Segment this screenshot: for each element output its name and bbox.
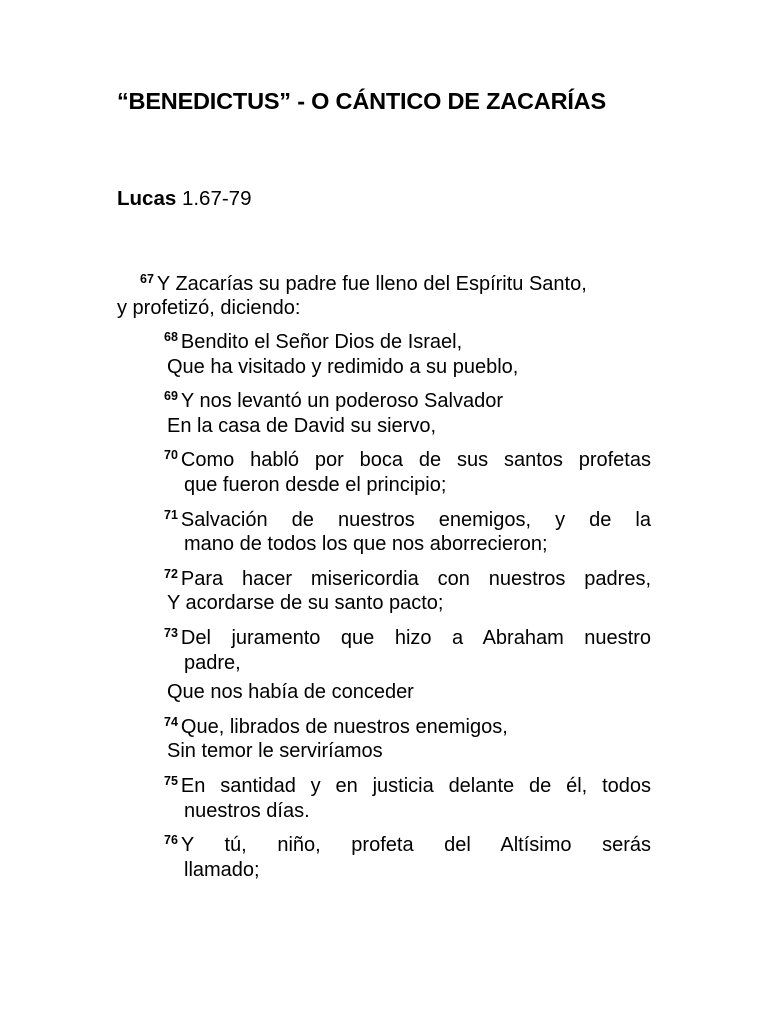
verse-line <box>184 649 241 678</box>
verse-text: Bendito el Señor Dios de Israel, <box>180 331 463 353</box>
verse-text: Como habló por boca de sus santos profetas <box>180 449 651 471</box>
verse-text: Y Zacarías su padre fue lleno del Espíritu Santo, <box>156 273 587 295</box>
verse-number: 71 <box>164 508 178 522</box>
verse-line <box>117 294 300 323</box>
verse-number: 72 <box>164 567 178 581</box>
scripture-reference <box>117 187 251 211</box>
verse-number: 69 <box>164 389 178 403</box>
verse-text: Y nos levantó un poderoso Salvador <box>180 390 503 412</box>
verse-number: 68 <box>164 330 178 344</box>
verse-line <box>164 767 651 801</box>
verse-text: que fueron desde el principio; <box>184 474 447 496</box>
verse-line <box>184 856 260 885</box>
verse-text: llamado; <box>184 859 260 881</box>
verse-text: Sin temor le serviríamos <box>167 740 383 762</box>
verse-text: Y tú, niño, profeta del Altísimo serás <box>180 834 651 856</box>
verse-line <box>164 826 651 860</box>
verse-number: 76 <box>164 833 178 847</box>
verse-line <box>167 412 436 441</box>
verse-line <box>167 589 443 618</box>
verse-text: Que ha visitado y redimido a su pueblo, <box>167 356 519 378</box>
verse-number: 67 <box>140 272 154 286</box>
verse-line <box>164 323 462 357</box>
page-title: “BENEDICTUS” - O CÁNTICO DE ZACARÍAS <box>117 88 606 114</box>
verse-text: y profetizó, diciendo: <box>117 297 301 319</box>
reference-passage: 1.67-79 <box>181 187 252 210</box>
verse-text: Y acordarse de su santo pacto; <box>167 592 444 614</box>
verse-line <box>164 382 503 416</box>
verse-line <box>167 678 414 707</box>
verse-number: 70 <box>164 448 178 462</box>
verse-text: Del juramento que hizo a Abraham nuestro <box>180 627 651 649</box>
verse-text: Para hacer misericordia con nuestros padres, <box>180 568 651 590</box>
verse-text: En santidad y en justicia delante de él, todos <box>180 775 651 797</box>
verse-text: padre, <box>184 652 241 674</box>
verse-number: 73 <box>164 626 178 640</box>
verse-line <box>184 471 446 500</box>
verse-text: Salvación de nuestros enemigos, y de la <box>180 509 651 531</box>
verse-text: Que, librados de nuestros enemigos, <box>180 716 508 738</box>
verse-line <box>184 530 548 559</box>
verse-text: En la casa de David su siervo, <box>167 415 437 437</box>
verse-text: mano de todos los que nos aborrecieron; <box>184 533 548 555</box>
verse-line <box>167 353 518 382</box>
verse-line <box>184 797 310 826</box>
verse-text: nuestros días. <box>184 800 310 822</box>
verse-number: 75 <box>164 774 178 788</box>
reference-book: Lucas <box>117 187 177 210</box>
verse-number: 74 <box>164 715 178 729</box>
verse-line <box>164 619 651 653</box>
verse-line <box>167 737 383 766</box>
verse-text: Que nos había de conceder <box>167 681 414 703</box>
verse-line <box>164 441 651 475</box>
